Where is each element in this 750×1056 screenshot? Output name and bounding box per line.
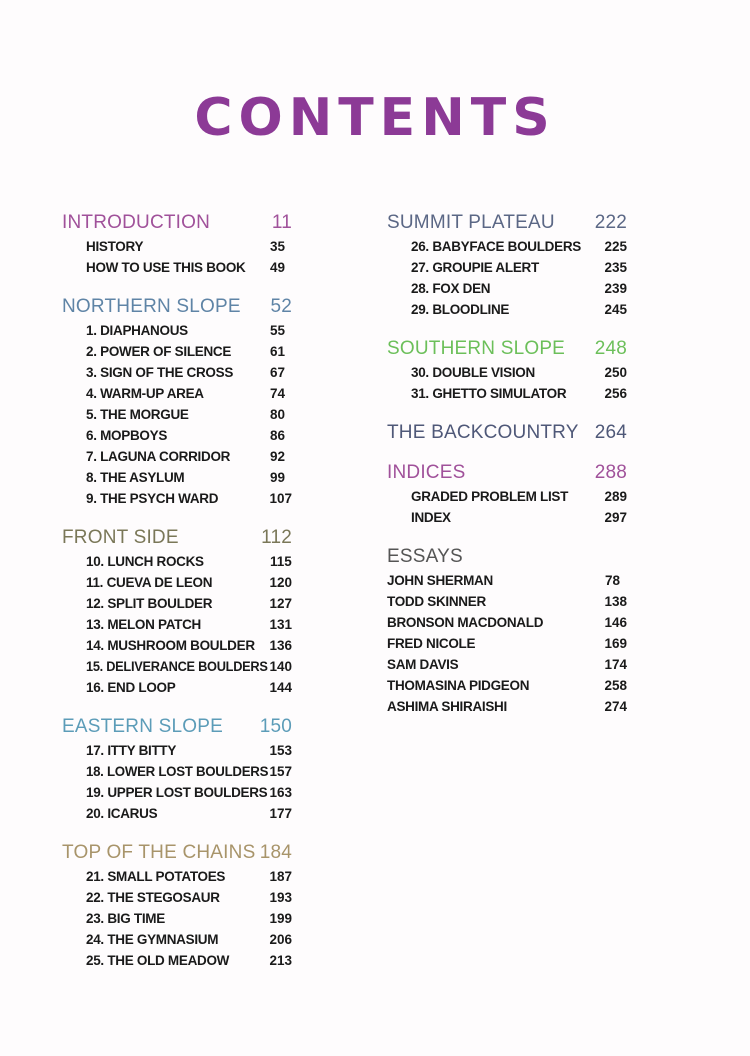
entry-label: ASHIMA SHIRAISHI — [387, 699, 507, 714]
toc-entry — [62, 887, 292, 908]
entry-page-number: 187 — [269, 869, 292, 884]
toc-entry — [62, 551, 292, 572]
entry-page-number: 258 — [604, 678, 627, 693]
entry-page-number: 127 — [269, 596, 292, 611]
toc-entry — [62, 782, 292, 803]
entry-label: 22. THE STEGOSAUR — [86, 890, 220, 905]
entry-label: 20. ICARUS — [86, 806, 158, 821]
section-title: FRONT SIDE — [62, 527, 179, 548]
toc-entry — [62, 467, 292, 488]
section-eastern-slope — [62, 714, 292, 824]
section-page-number: 248 — [594, 338, 627, 359]
section-the-backcountry — [387, 420, 627, 446]
entry-page-number: 35 — [270, 239, 286, 254]
entry-label: 6. MOPBOYS — [86, 428, 168, 443]
entry-label: GRADED PROBLEM LIST — [411, 489, 569, 504]
entry-label: 12. SPLIT BOULDER — [86, 596, 213, 611]
entry-label: 7. LAGUNA CORRIDOR — [86, 449, 231, 464]
entry-page-number: 140 — [269, 659, 292, 674]
toc-entry — [387, 591, 627, 612]
section-heading — [387, 210, 627, 236]
entry-label: 2. POWER OF SILENCE — [86, 344, 232, 359]
toc-entry — [62, 446, 292, 467]
entry-page-number: 61 — [270, 344, 286, 359]
entry-page-number: 74 — [270, 386, 286, 401]
toc-entry — [387, 612, 627, 633]
toc-entry — [387, 507, 627, 528]
entry-page-number: 225 — [604, 239, 627, 254]
entry-page-number: 99 — [270, 470, 286, 485]
section-title: SOUTHERN SLOPE — [387, 338, 566, 359]
toc-entry — [387, 570, 627, 591]
contents-right-column — [387, 210, 627, 733]
entry-page-number: 92 — [270, 449, 286, 464]
entry-page-number: 80 — [270, 407, 286, 422]
toc-entry — [62, 425, 292, 446]
section-heading — [62, 714, 292, 740]
entry-label: 11. CUEVA DE LEON — [86, 575, 213, 590]
toc-entry — [387, 654, 627, 675]
section-page-number: 184 — [259, 842, 292, 863]
section-title: INDICES — [387, 462, 466, 483]
entry-page-number: 177 — [269, 806, 292, 821]
page-title: CONTENTS — [194, 88, 556, 148]
entry-label: JOHN SHERMAN — [387, 573, 493, 588]
entry-page-number: 78 — [605, 573, 621, 588]
entry-page-number: 239 — [604, 281, 627, 296]
entry-label: 26. BABYFACE BOULDERS — [411, 239, 581, 254]
toc-entry — [62, 236, 292, 257]
entry-label: BRONSON MACDONALD — [387, 615, 544, 630]
entry-page-number: 206 — [269, 932, 292, 947]
entry-label: 17. ITTY BITTY — [86, 743, 177, 758]
entry-label: 29. BLOODLINE — [411, 302, 510, 317]
entry-page-number: 297 — [604, 510, 627, 525]
entry-page-number: 144 — [269, 680, 292, 695]
entry-label: 16. END LOOP — [86, 680, 176, 695]
toc-entry — [62, 803, 292, 824]
toc-entry — [62, 488, 292, 509]
entry-page-number: 213 — [269, 953, 292, 968]
section-page-number: 112 — [261, 527, 292, 548]
entry-label: HOW TO USE THIS BOOK — [86, 260, 246, 275]
toc-entry — [387, 633, 627, 654]
toc-entry — [387, 362, 627, 383]
toc-entry — [387, 299, 627, 320]
toc-entry — [62, 362, 292, 383]
toc-entry — [62, 908, 292, 929]
entry-page-number: 199 — [269, 911, 292, 926]
toc-entry — [62, 257, 292, 278]
section-summit-plateau — [387, 210, 627, 320]
section-heading — [62, 840, 292, 866]
entry-label: 31. GHETTO SIMULATOR — [411, 386, 567, 401]
entry-page-number: 49 — [270, 260, 286, 275]
entry-page-number: 245 — [604, 302, 627, 317]
entry-page-number: 131 — [269, 617, 292, 632]
section-title: EASTERN SLOPE — [62, 716, 223, 737]
entry-label: 1. DIAPHANOUS — [86, 323, 188, 338]
toc-entry — [387, 696, 627, 717]
section-page-number: 222 — [594, 212, 627, 233]
toc-entry — [62, 404, 292, 425]
entry-label: 28. FOX DEN — [411, 281, 491, 296]
section-title: INTRODUCTION — [62, 212, 211, 233]
toc-entry — [62, 614, 292, 635]
toc-entry — [62, 593, 292, 614]
entry-page-number: 193 — [269, 890, 292, 905]
entry-page-number: 256 — [604, 386, 627, 401]
section-southern-slope — [387, 336, 627, 404]
toc-entry — [62, 761, 292, 782]
entry-page-number: 115 — [270, 554, 292, 569]
entry-label: 25. THE OLD MEADOW — [86, 953, 230, 968]
entry-label: 21. SMALL POTATOES — [86, 869, 226, 884]
entry-page-number: 107 — [269, 491, 292, 506]
section-page-number: 52 — [270, 296, 292, 317]
entry-label: 15. DELIVERANCE BOULDERS — [86, 659, 268, 674]
entry-label: 23. BIG TIME — [86, 911, 165, 926]
toc-entry — [62, 341, 292, 362]
entry-page-number: 274 — [604, 699, 627, 714]
entry-label: 4. WARM-UP AREA — [86, 386, 204, 401]
section-front-side — [62, 525, 292, 698]
toc-entry — [387, 236, 627, 257]
entry-label: 30. DOUBLE VISION — [411, 365, 535, 380]
section-page-number: 288 — [594, 462, 627, 483]
entry-label: TODD SKINNER — [387, 594, 486, 609]
toc-entry — [62, 656, 292, 677]
section-heading — [387, 336, 627, 362]
entry-label: 19. UPPER LOST BOULDERS — [86, 785, 268, 800]
toc-entry — [62, 677, 292, 698]
toc-entry — [62, 950, 292, 971]
toc-entry — [62, 320, 292, 341]
entry-label: 9. THE PSYCH WARD — [86, 491, 219, 506]
entry-label: INDEX — [411, 510, 451, 525]
section-indices — [387, 460, 627, 528]
toc-entry — [62, 740, 292, 761]
entry-page-number: 146 — [604, 615, 627, 630]
section-page-number: 11 — [271, 212, 292, 233]
section-title: THE BACKCOUNTRY — [387, 422, 579, 443]
entry-label: 3. SIGN OF THE CROSS — [86, 365, 234, 380]
entry-label: THOMASINA PIDGEON — [387, 678, 530, 693]
entry-label: 27. GROUPIE ALERT — [411, 260, 539, 275]
toc-entry — [62, 572, 292, 593]
entry-page-number: 138 — [604, 594, 627, 609]
entry-page-number: 120 — [269, 575, 292, 590]
entry-page-number: 250 — [604, 365, 627, 380]
section-title: ESSAYS — [387, 546, 463, 567]
toc-entry — [387, 675, 627, 696]
entry-label: SAM DAVIS — [387, 657, 459, 672]
entry-page-number: 169 — [604, 636, 627, 651]
section-title: NORTHERN SLOPE — [62, 296, 241, 317]
entry-page-number: 157 — [269, 764, 292, 779]
entry-label: 24. THE GYMNASIUM — [86, 932, 219, 947]
toc-entry — [387, 383, 627, 404]
toc-entry — [387, 278, 627, 299]
entry-label: 8. THE ASYLUM — [86, 470, 185, 485]
toc-entry — [387, 257, 627, 278]
section-page-number: 150 — [259, 716, 292, 737]
entry-label: 10. LUNCH ROCKS — [86, 554, 204, 569]
section-heading — [62, 210, 292, 236]
section-heading — [62, 294, 292, 320]
section-heading — [62, 525, 292, 551]
section-heading — [387, 420, 627, 446]
toc-entry — [62, 929, 292, 950]
entry-page-number: 235 — [604, 260, 627, 275]
section-heading — [387, 544, 627, 570]
toc-entry — [387, 486, 627, 507]
section-introduction — [62, 210, 292, 278]
entry-label: HISTORY — [86, 239, 144, 254]
section-northern-slope — [62, 294, 292, 509]
contents-left-column — [62, 210, 292, 987]
section-heading — [387, 460, 627, 486]
entry-page-number: 55 — [270, 323, 286, 338]
section-essays — [387, 544, 627, 717]
entry-page-number: 136 — [269, 638, 292, 653]
entry-label: 13. MELON PATCH — [86, 617, 202, 632]
section-title: TOP OF THE CHAINS — [62, 842, 256, 863]
entry-page-number: 174 — [604, 657, 627, 672]
section-page-number: 264 — [594, 422, 627, 443]
toc-entry — [62, 383, 292, 404]
section-top-of-the-chains — [62, 840, 292, 971]
entry-label: 5. THE MORGUE — [86, 407, 189, 422]
entry-page-number: 153 — [269, 743, 292, 758]
entry-page-number: 67 — [270, 365, 286, 380]
entry-page-number: 289 — [604, 489, 627, 504]
section-title: SUMMIT PLATEAU — [387, 212, 555, 233]
toc-entry — [62, 866, 292, 887]
entry-label: 18. LOWER LOST BOULDERS — [86, 764, 269, 779]
entry-page-number: 163 — [269, 785, 292, 800]
entry-label: 14. MUSHROOM BOULDER — [86, 638, 255, 653]
entry-label: FRED NICOLE — [387, 636, 476, 651]
toc-entry — [62, 635, 292, 656]
entry-page-number: 86 — [270, 428, 286, 443]
